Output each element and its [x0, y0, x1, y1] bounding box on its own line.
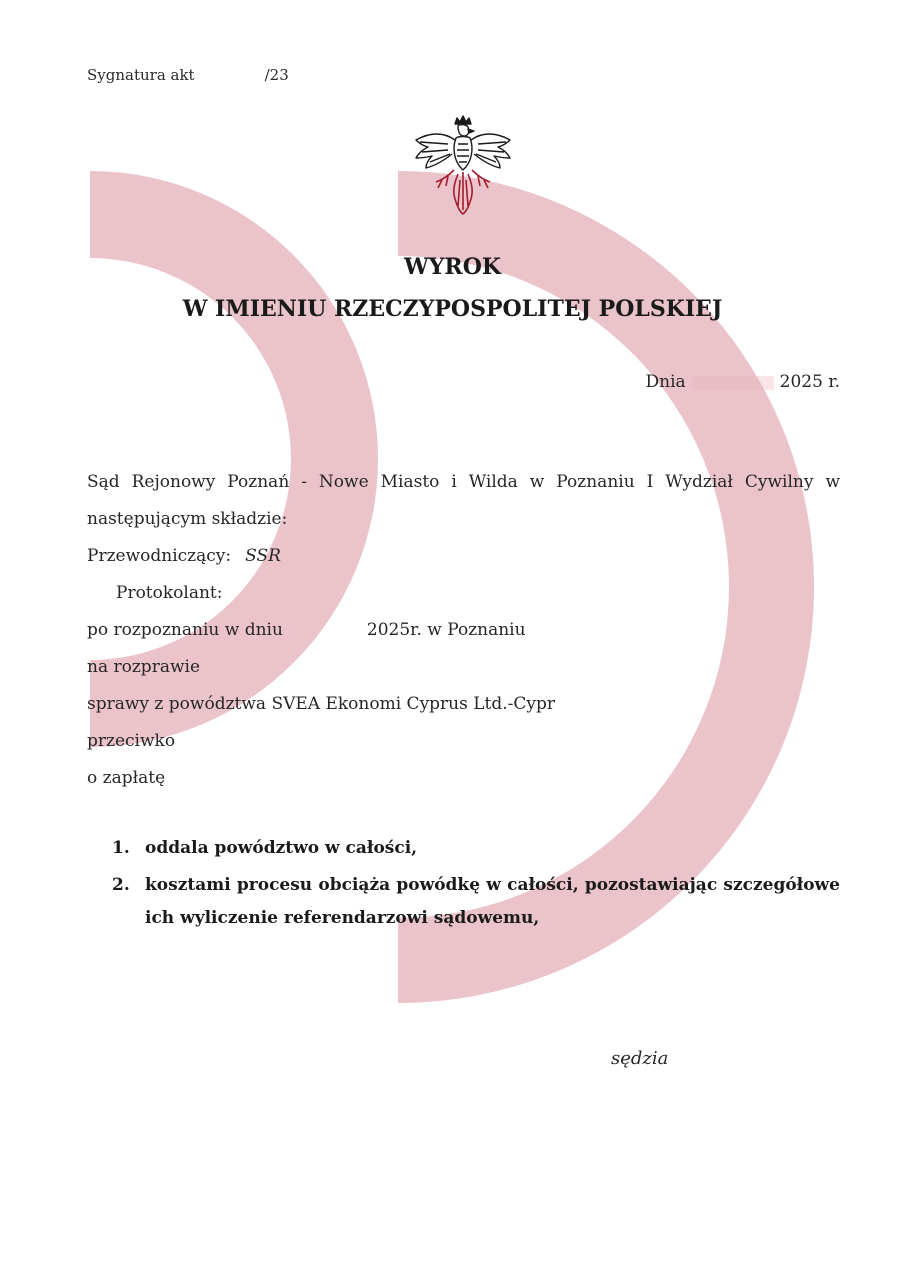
signature-number: /23 [264, 66, 289, 84]
hearing-line [87, 620, 526, 640]
case-signature [87, 66, 289, 84]
chair-label: Przewodniczący: [87, 546, 232, 566]
subject-line: o zapłatę [87, 768, 166, 788]
date-suffix: 2025 r. [779, 372, 840, 392]
decision-number: 2. [112, 875, 130, 895]
court-name: Sąd Rejonowy Poznań - Nowe Miasto i Wilda w Poznaniu I Wydział Cywilny w [87, 472, 840, 492]
polish-eagle-emblem-icon [408, 114, 518, 224]
clerk-label: Protokolant: [116, 583, 223, 603]
decision-item [112, 838, 417, 858]
date-prefix: Dnia [645, 372, 686, 392]
date-line [646, 372, 841, 392]
hearing-type: na rozprawie [87, 657, 200, 677]
composition-line: następującym składzie: [87, 509, 288, 529]
claim-line: sprawy z powództwa SVEA Ekonomi Cyprus Ltd.-Cypr [87, 694, 556, 714]
clerk-line [116, 583, 222, 603]
chair-line [87, 546, 281, 566]
hearing-suffix: 2025r. w Poznaniu [366, 620, 526, 640]
decision-text-line1: kosztami procesu obciąża powódkę w całości, pozostawiając szczegółowe [145, 875, 840, 895]
decision-number: 1. [112, 838, 130, 858]
signature-label: Sygnatura akt [87, 66, 195, 84]
document-title: WYROK [404, 254, 501, 280]
date-redaction [692, 376, 774, 390]
decision-text-line2: ich wyliczenie referendarzowi sądowemu, [145, 908, 540, 928]
chair-value: SSR [245, 546, 281, 566]
decision-item [112, 875, 840, 928]
hearing-prefix: po rozpoznaniu w dniu [87, 620, 283, 640]
decision-text: oddala powództwo w całości, [145, 838, 418, 858]
against-line: przeciwko [87, 731, 176, 751]
judge-signature: sędzia [611, 1048, 669, 1069]
document-subtitle: W IMIENIU RZECZYPOSPOLITEJ POLSKIEJ [182, 296, 723, 322]
